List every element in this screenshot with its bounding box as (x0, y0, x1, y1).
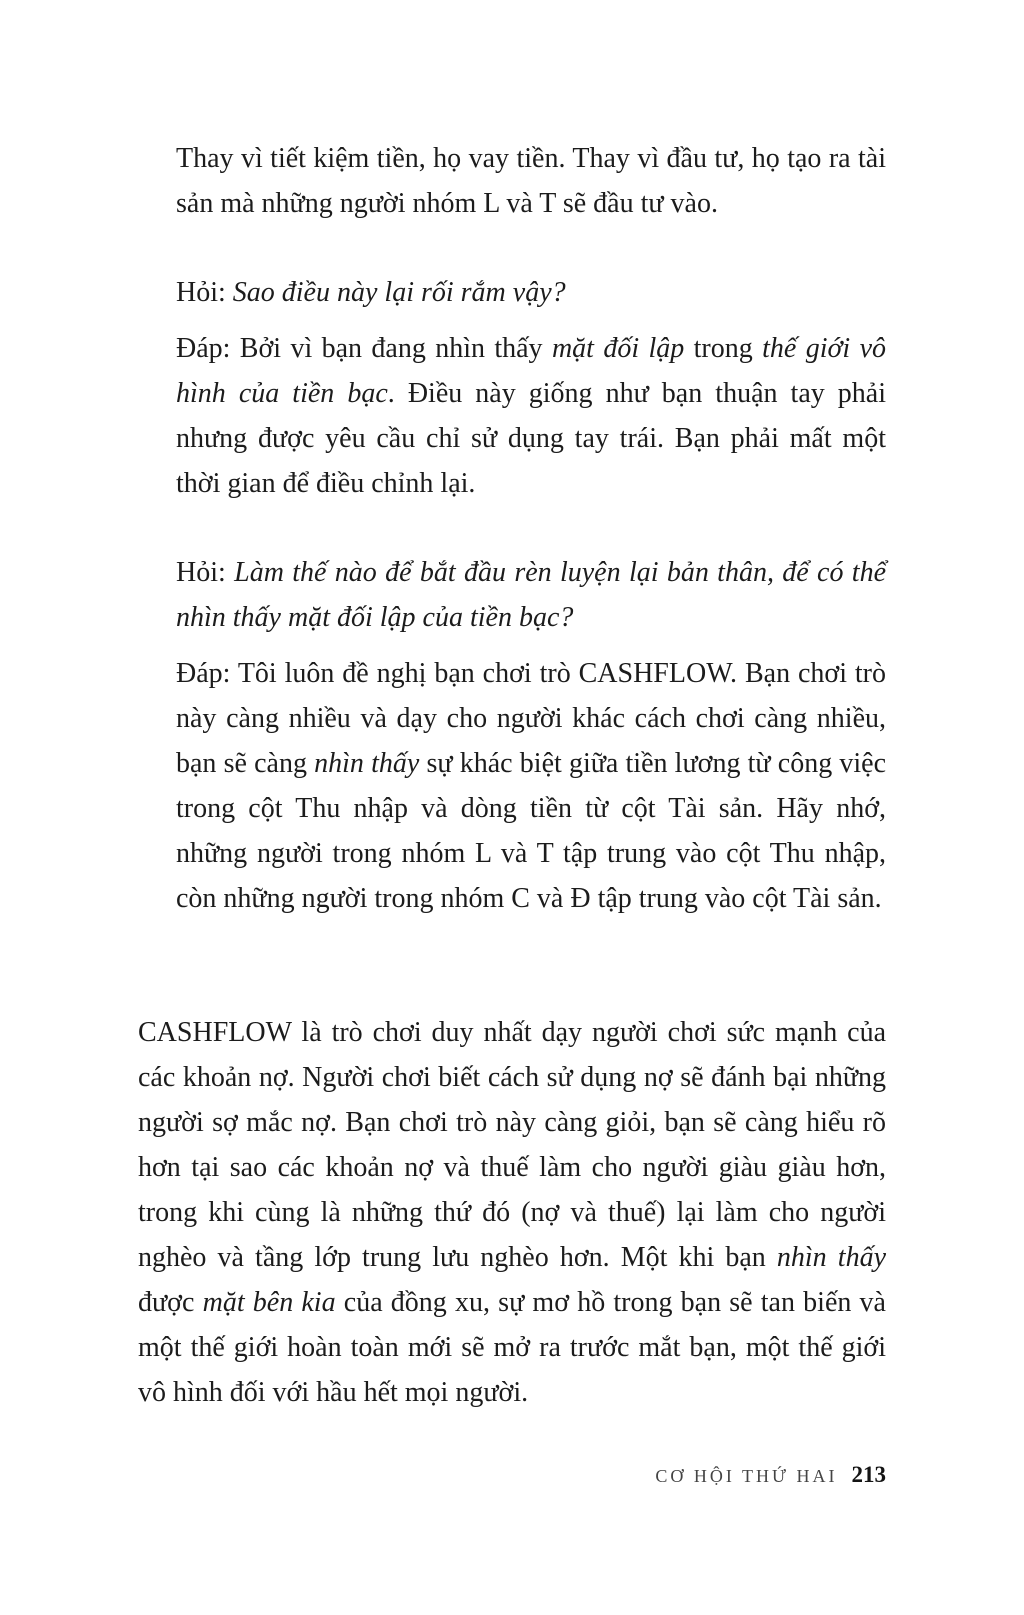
text-run: mặt đối lập (551, 333, 685, 364)
text-run: CASHFLOW là trò chơi duy nhất dạy người chơi sức mạnh của các khoản nợ. Người chơi biết cách sử dụng nợ sẽ đánh bại những người sợ mắc nợ. Bạn chơi trò này càng giỏi, bạn sẽ càng hiểu rõ hơn tại sao các khoản nợ và thuế làm cho người giàu giàu hơn, trong khi cùng là những thứ đó (nợ và thuế) lại làm cho người nghèo và tầng lớp trung lưu nghèo hơn. Một khi bạn (138, 1017, 886, 1273)
text-run: của đồng xu, sự mơ hồ trong bạn sẽ tan biến và một thế giới hoàn toàn mới sẽ mở ra trước mắt bạn, một thế giới vô hình đối với hầu hết mọi người. (138, 1287, 886, 1408)
text-run: Thay vì tiết kiệm tiền, họ vay tiền. Thay vì đầu tư, họ tạo ra tài sản mà những người nhóm L và T sẽ đầu tư vào. (176, 143, 886, 219)
answer-1 (176, 326, 886, 506)
text-run: Hỏi: (176, 557, 235, 588)
text-run: Làm thế nào để bắt đầu rèn luyện lại bản thân, để có thể nhìn thấy mặt đối lập của tiền bạc? (176, 557, 887, 633)
page-number: 213 (851, 1462, 886, 1487)
text-run: . Điều này giống như bạn thuận tay phải nhưng được yêu cầu chỉ sử dụng tay trái. Bạn phải mất một thời gian để điều chỉnh lại. (176, 378, 886, 499)
question-1 (176, 270, 886, 315)
body-section (138, 1010, 886, 1415)
text-run: Hỏi: (176, 277, 233, 308)
text-run: sự khác biệt giữa tiền lương từ công việc trong cột Thu nhập và dòng tiền từ cột Tài sản. Hãy nhớ, những người trong nhóm L và T tập trung vào cột Thu nhập, còn những người trong nhóm C và Đ tập trung vào cột Tài sản. (176, 748, 887, 914)
text-run: mặt bên kia (202, 1287, 336, 1318)
text-run: trong (684, 333, 763, 364)
text-run: Sao điều này lại rối rắm vậy? (232, 277, 566, 308)
text-run: Đáp: Bởi vì bạn đang nhìn thấy (176, 333, 552, 364)
text-run: nhìn thấy (314, 748, 420, 779)
page-footer (655, 1462, 886, 1488)
running-title: CƠ HỘI THỨ HAI (655, 1466, 838, 1486)
question-2 (176, 550, 886, 640)
text-run: Đáp: Tôi luôn đề nghị bạn chơi trò CASHFLOW. Bạn chơi trò này càng nhiều và dạy cho người khác cách chơi càng nhiều, bạn sẽ càng (176, 658, 886, 779)
qa-section (176, 136, 886, 921)
text-run: được (138, 1287, 203, 1318)
text-run: thế giới vô hình của tiền bạc (176, 333, 886, 409)
closing-paragraph (138, 1010, 886, 1415)
intro-paragraph (176, 136, 886, 226)
text-run: nhìn thấy (776, 1242, 886, 1273)
answer-2 (176, 651, 886, 921)
